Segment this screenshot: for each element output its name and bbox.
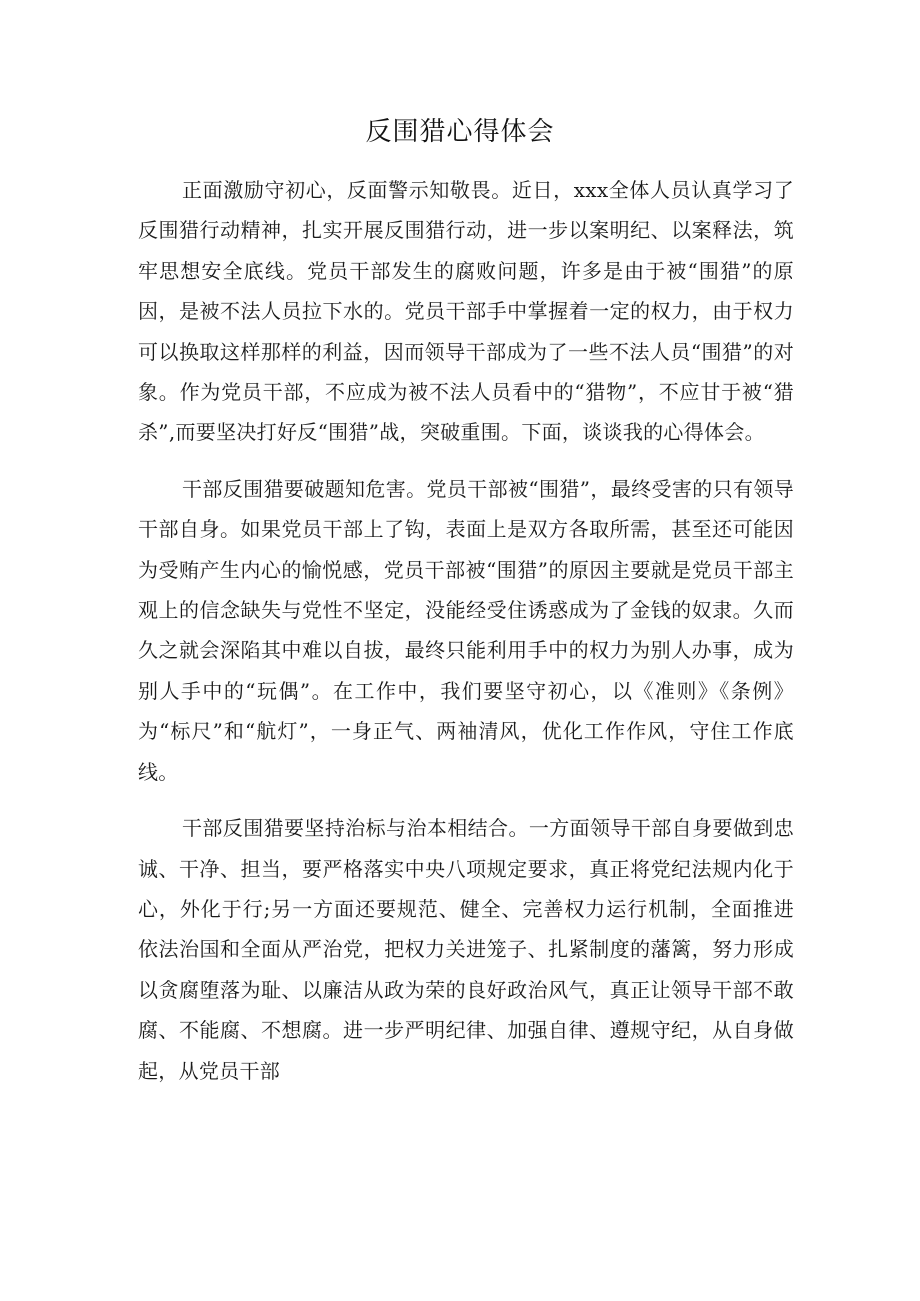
paragraph-root-cause: 干部反围猎要坚持治标与治本相结合。一方面领导干部自身要做到忠诚、干净、担当，要严格落实中央八项规定要求，真正将党纪法规内化于心，外化于行;另一方面还要规范、健全、完善权力运行机制，全面推进依法治国和全面从严治党，把权力关进笼子、扎紧制度的藩篱，努力形成以贪腐堕落为耻、以廉洁从政为荣的良好政治风气，真正让领导干部不敢腐、不能腐、不想腐。进一步严明纪律、加强自律、遵规守纪，从自身做起，从党员干部 <box>138 816 794 1083</box>
paragraph-intro: 正面激励守初心，反面警示知敬畏。近日，xxx全体人员认真学习了反围猎行动精神，扎实开展反围猎行动，进一步以案明纪、以案释法，筑牢思想安全底线。党员干部发生的腐败问题，许多是由于被“围猎”的原因，是被不法人员拉下水的。党员干部手中掌握着一定的权力，由于权力可以换取这样那样的利益，因而领导干部成为了一些不法人员“围猎”的对象。作为党员干部，不应成为被不法人员看中的“猎物”，不应甘于被“猎杀”,而要坚决打好反“围猎”战，突破重围。下面，谈谈我的心得体会。 <box>138 178 794 445</box>
paragraph-harm: 干部反围猎要破题知危害。党员干部被“围猎”，最终受害的只有领导干部自身。如果党员干部上了钩，表面上是双方各取所需，甚至还可能因为受贿产生内心的愉悦感，党员干部被“围猎”的原因主要就是党员干部主观上的信念缺失与党性不坚定，没能经受住诱惑成为了金钱的奴隶。久而久之就会深陷其中难以自拔，最终只能利用手中的权力为别人办事，成为别人手中的“玩偶”。在工作中，我们要坚守初心，以《准则》《条例》为“标尺”和“航灯”，一身正气、两袖清风，优化工作作风，守住工作底线。 <box>138 476 794 784</box>
document-title: 反围猎心得体会 <box>365 117 555 147</box>
document-body <box>138 170 794 1091</box>
